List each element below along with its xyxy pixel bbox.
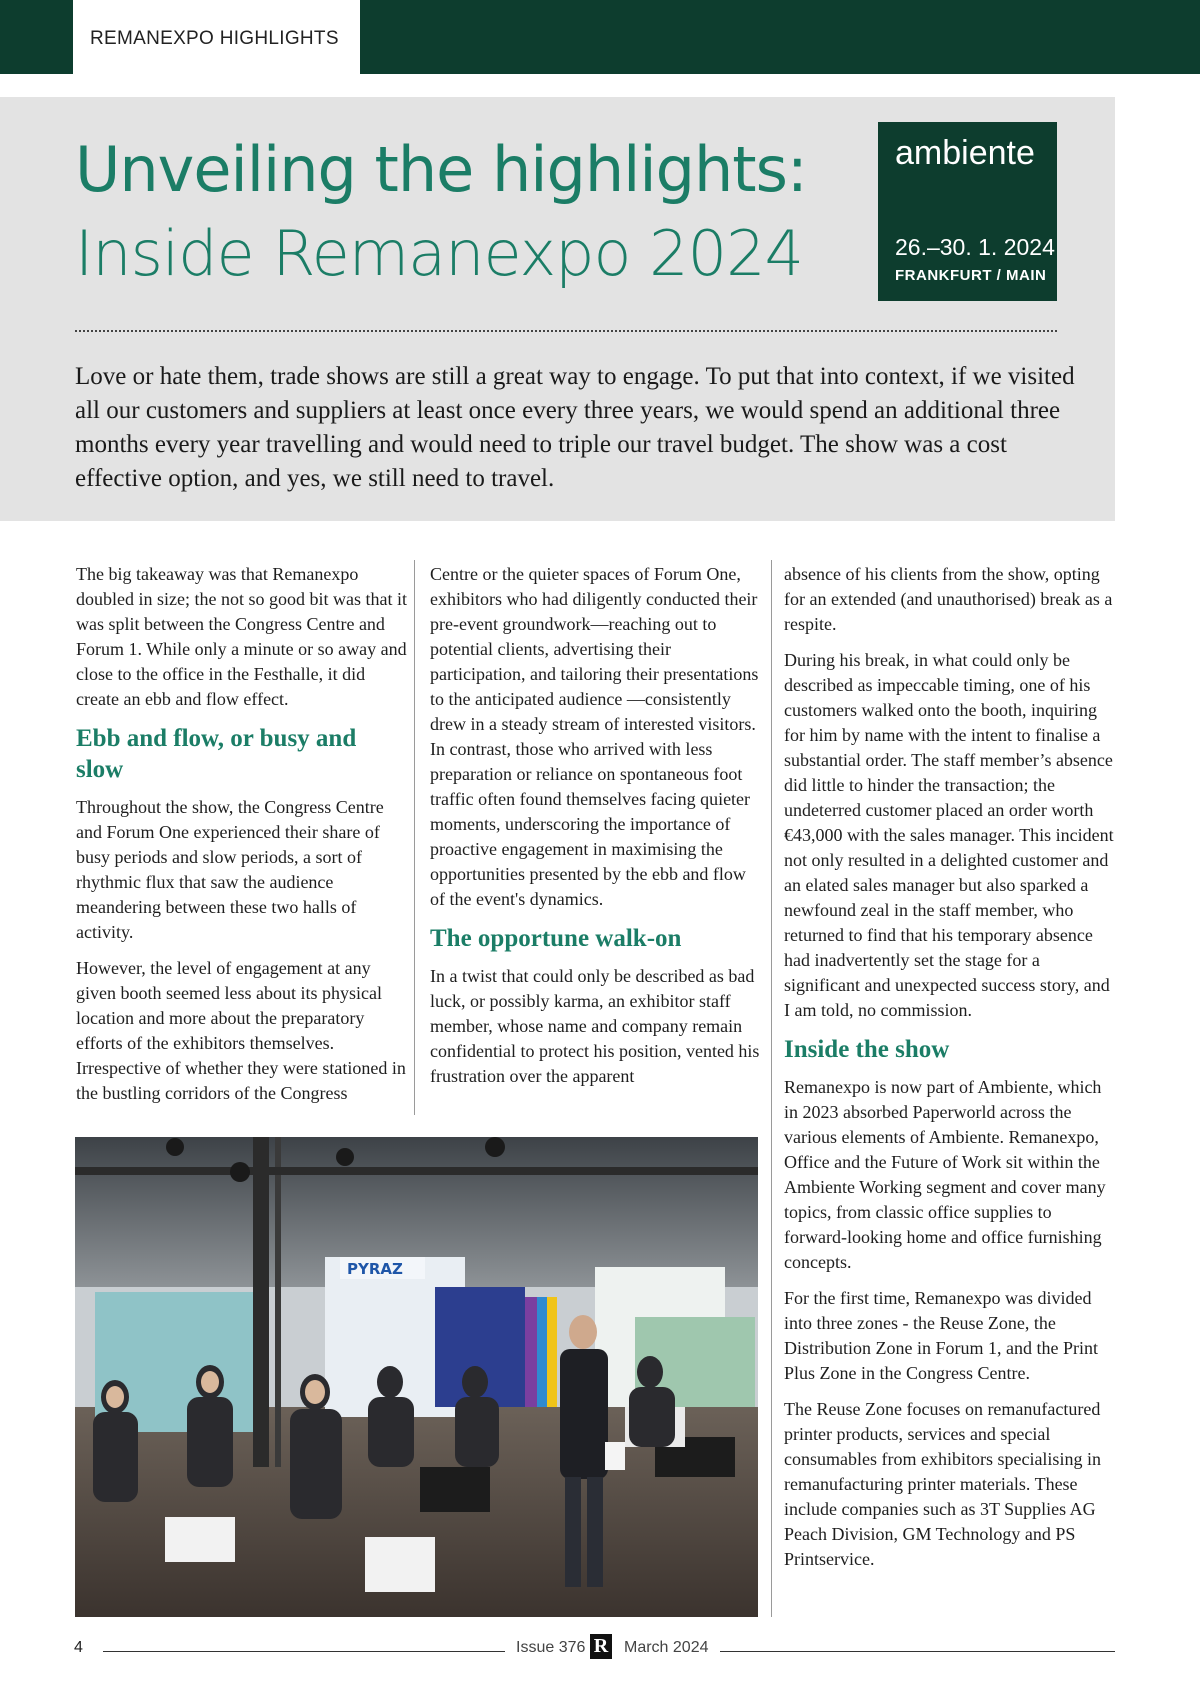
- page-number: 4: [74, 1639, 83, 1656]
- article-column-1: [76, 562, 409, 1117]
- lede-paragraph: Love or hate them, trade shows are still a great way to engage. To put that into context, if we visited all our customers and suppliers at least once every three years, we would spend an additional three months every year travelling and would need to triple our travel budget. The show was a cost effective option, and yes, we still need to travel.: [75, 363, 1075, 492]
- dotted-divider: [75, 330, 1057, 332]
- footer-rule: [103, 1651, 505, 1652]
- article-paragraph: absence of his clients from the show, opting for an extended (and unauthorised) break as a respite.: [784, 564, 1113, 634]
- article-column-2: [430, 562, 763, 1100]
- footer-date: March 2024: [624, 1639, 709, 1656]
- subheading-opportune-walk-on: The opportune walk-on: [430, 925, 682, 952]
- subheading-ebb-and-flow: Ebb and flow, or busy and slow: [76, 725, 357, 783]
- section-label: REMANEXPO HIGHLIGHTS: [73, 0, 360, 74]
- ambiente-logo-box: [878, 122, 1057, 301]
- booth-sign-text: PYRAZ: [347, 1260, 403, 1278]
- article-paragraph: For the first time, Remanexpo was divided into three zones - the Reuse Zone, the Distribution Zone in Forum 1, and the Print Plus Zone in the Congress Centre.: [784, 1288, 1098, 1383]
- page-title: [75, 128, 875, 296]
- article-column-3: [784, 562, 1116, 1583]
- subheading-inside-the-show: Inside the show: [784, 1036, 950, 1063]
- title-line-2: Inside Remanexpo 2024: [75, 217, 803, 290]
- article-paragraph: The big takeaway was that Remanexpo doubled in size; the not so good bit was that it was split between the Congress Centre and Forum 1. While only a minute or so away and close to the office in the Festhalle, it did create an ebb and flow effect.: [76, 564, 407, 709]
- ambiente-name: ambiente: [895, 134, 1035, 172]
- article-paragraph: During his break, in what could only be described as impeccable timing, one of his customers walked onto the booth, inquiring for him by name with the intent to finalise a substantial order. The staff member’s absence did little to hinder the transaction; the undeterred customer placed an order worth €43,000 with the sales manager. This incident not only resulted in a delighted customer and an elated sales manager but also sparked a newfound zeal in the staff member, who returned to find that his temporary absence had inadvertently set the stage for a significant and unexpected success story, and I am told, no commission.: [784, 650, 1114, 1020]
- article-paragraph: Throughout the show, the Congress Centre and Forum One experienced their share of busy periods and slow periods, a sort of rhythmic flux that saw the audience meandering between these two halls of activity.: [76, 797, 384, 942]
- footer-rule: [720, 1651, 1115, 1652]
- article-paragraph: The Reuse Zone focuses on remanufactured printer products, services and special consumables from exhibitors specialising in remanufacturing printer materials. These include companies such as 3T Supplies AG Peach Division, GM Technology and PS Printservice.: [784, 1399, 1101, 1569]
- column-divider: [414, 560, 415, 1115]
- event-photo: [75, 1137, 758, 1617]
- article-paragraph: Remanexpo is now part of Ambiente, which in 2023 absorbed Paperworld across the various elements of Ambiente. Remanexpo, Office and the Future of Work sit within the Ambiente Working segment and cover many topics, from classic office supplies to forward-looking home and office furnishing concepts.: [784, 1077, 1106, 1272]
- footer-issue: Issue 376: [516, 1639, 586, 1656]
- column-divider: [771, 560, 772, 1617]
- title-line-1: Unveiling the highlights:: [75, 133, 807, 206]
- article-paragraph: However, the level of engagement at any given booth seemed less about its physical location and more about the preparatory efforts of the exhibitors themselves. Irrespective of whether they were stationed in the bustling corridors of the Congress: [76, 958, 406, 1103]
- ambiente-dates: 26.–30. 1. 2024: [895, 234, 1055, 260]
- article-paragraph: In a twist that could only be described as bad luck, or possibly karma, an exhibitor staff member, whose name and company remain confidential to protect his position, vented his frustration over the apparent: [430, 966, 760, 1086]
- publication-logo: R: [590, 1634, 612, 1659]
- article-paragraph: Centre or the quieter spaces of Forum One, exhibitors who had diligently conducted their pre-event groundwork—reaching out to potential clients, advertising their participation, and tailoring their presentations to the anticipated audience —consistently drew in a steady stream of interested visitors. In contrast, those who arrived with less preparation or reliance on spontaneous foot traffic often found themselves facing quieter moments, underscoring the importance of proactive engagement in maximising the opportunities presented by the ebb and flow of the event's dynamics.: [430, 564, 759, 909]
- ambiente-city: FRANKFURT / MAIN: [895, 267, 1047, 284]
